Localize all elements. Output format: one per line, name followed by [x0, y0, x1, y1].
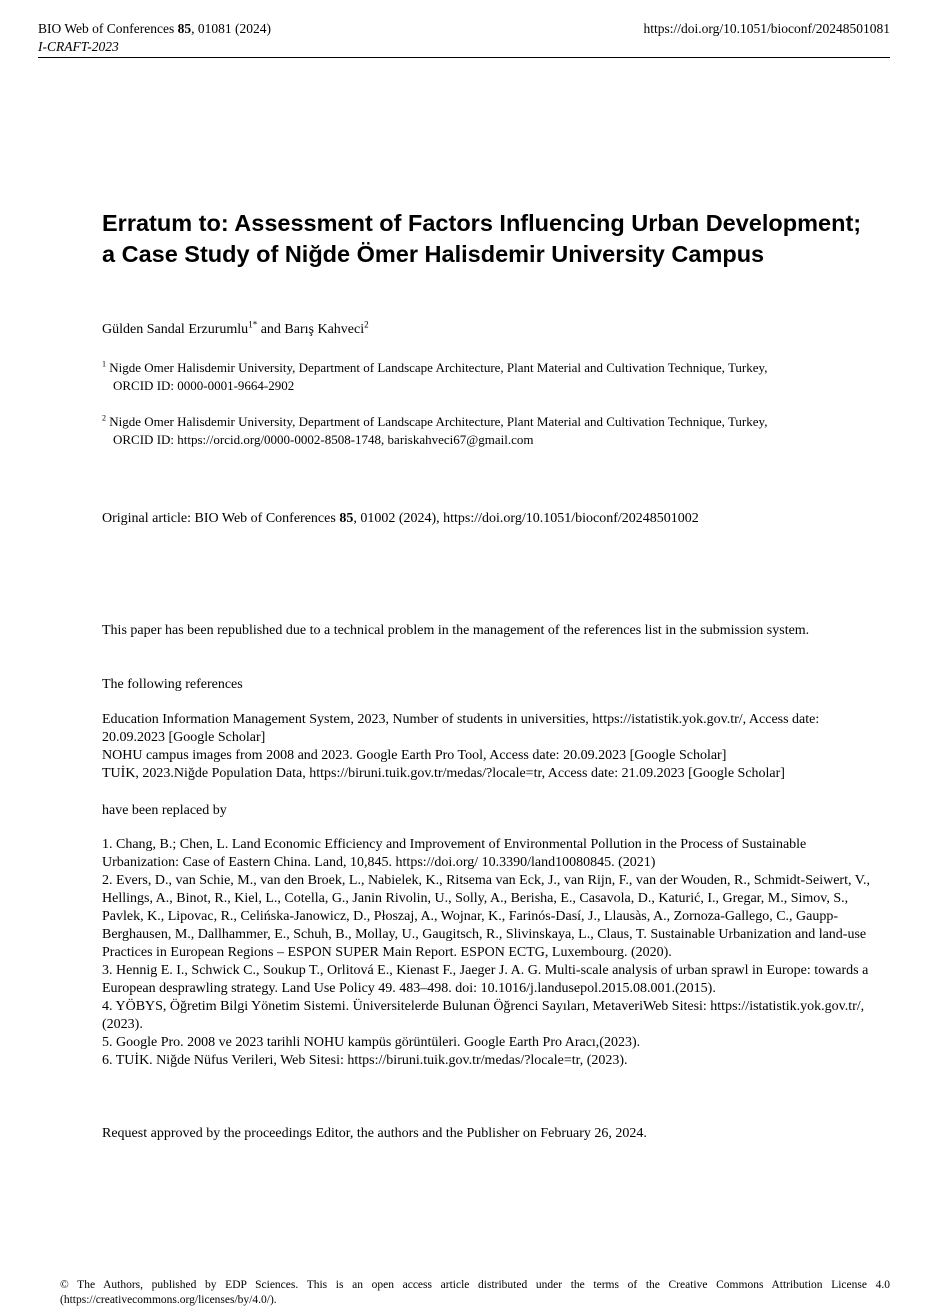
header-doi-link[interactable]: https://doi.org/10.1051/bioconf/20248501081 — [643, 21, 890, 36]
license-footer: © The Authors, published by EDP Sciences. This is an open access article distributed under the terms of the Creative Commons Attribution License 4.0 (https://creativecommons.org/licenses/by/4.0/). — [60, 1279, 890, 1306]
affiliation-2-orcid: ORCID ID: https://orcid.org/0000-0002-8508-1748, bariskahveci67@gmail.com — [113, 432, 534, 447]
old-references-list — [102, 711, 877, 783]
author-2-mark: 2 — [364, 319, 369, 330]
header-divider — [38, 57, 890, 58]
affiliation-2-line1: Nigde Omer Halisdemir University, Department of Landscape Architecture, Plant Material and Cultivation Technique, Turkey, — [109, 414, 768, 429]
old-reference: NOHU campus images from 2008 and 2023. Google Earth Pro Tool, Access date: 20.09.2023 [Google Scholar] — [102, 748, 727, 763]
journal-volume: 85 — [177, 21, 192, 36]
original-article-note — [102, 509, 877, 529]
affiliation-2-mark: 2 — [102, 413, 106, 423]
original-article-prefix: Original article: BIO Web of Conferences — [102, 511, 340, 526]
affiliation-1-line1: Nigde Omer Halisdemir University, Department of Landscape Architecture, Plant Material and Cultivation Technique, Turkey, — [109, 360, 768, 375]
affiliation-1-orcid: ORCID ID: 0000-0001-9664-2902 — [113, 378, 295, 393]
journal-citation — [38, 20, 271, 38]
new-reference: 3. Hennig E. I., Schwick C., Soukup T., Orlitová E., Kienast F., Jaeger J. A. G. Multi-scale analysis of urban sprawl in Europe: towards a European desprawling strategy. Land Use Policy 49. 483–498. doi: 10.1016/j.landusepol.2015.08.001.(2015). — [102, 963, 869, 996]
author-1: Gülden Sandal Erzurumlu — [102, 322, 249, 337]
new-reference: 4. YÖBYS, Öğretim Bilgi Yönetim Sistemi. Üniversitelerde Bulunan Öğrenci Sayıları, MetaveriWeb Sitesi: https://istatistik.yok.gov.tr/, (2023). — [102, 999, 865, 1032]
original-article-volume: 85 — [339, 511, 354, 526]
journal-name: BIO Web of Conferences — [38, 21, 175, 36]
affiliation-2 — [102, 413, 842, 449]
new-reference: 6. TUİK. Niğde Nüfus Verileri, Web Sitesi: https://biruni.tuik.gov.tr/medas/?locale=tr, (2023). — [102, 1053, 628, 1068]
affiliation-1 — [102, 359, 842, 395]
following-references-label: The following references — [102, 677, 243, 692]
new-references-list — [102, 836, 877, 1070]
paper-title: Erratum to: Assessment of Factors Influencing Urban Development; a Case Study of Niğde Ömer Halisdemir University Campus — [102, 210, 862, 267]
approval-statement: Request approved by the proceedings Editor, the authors and the Publisher on February 26, 2024. — [102, 1126, 647, 1141]
conference-series: I-CRAFT-2023 — [38, 39, 119, 54]
author-joiner: and — [257, 322, 285, 337]
author-line — [102, 320, 877, 340]
republished-paragraph: This paper has been republished due to a technical problem in the management of the references list in the submission system. — [102, 623, 810, 638]
author-1-mark: 1* — [248, 319, 258, 330]
original-article-suffix: , 01002 (2024), https://doi.org/10.1051/bioconf/20248501002 — [353, 511, 699, 526]
new-reference: 1. Chang, B.; Chen, L. Land Economic Efficiency and Improvement of Environmental Pollution in the Process of Sustainable Urbanization: Case of Eastern China. Land, 10,845. https://doi.org/ 10.3390/land10080845. (2021) — [102, 837, 807, 870]
running-header-left — [38, 20, 271, 56]
author-2: Barış Kahveci — [284, 322, 365, 337]
new-reference: 5. Google Pro. 2008 ve 2023 tarihli NOHU kampüs görüntüleri. Google Earth Pro Aracı,(2023). — [102, 1035, 641, 1050]
affiliation-1-mark: 1 — [102, 359, 106, 369]
old-reference: TUİK, 2023.Niğde Population Data, https://biruni.tuik.gov.tr/medas/?locale=tr, Access date: 21.09.2023 [Google Scholar] — [102, 766, 785, 781]
replaced-by-label: have been replaced by — [102, 803, 227, 818]
new-reference: 2. Evers, D., van Schie, M., van den Broek, L., Nabielek, K., Ritsema van Eck, J., van Rijn, F., van der Wouden, R., Schmidt-Seiwert, V., Hellings, A., Binot, R., Kiel, L., Cotella, G., Janin Rivolin, U., Solly, A., Berisha, E., Casavola, D., Katurić, I., Gregar, M., Simov, S., Pavlek, K., Lipovac, R., Celińska-Janowicz, D., Płoszaj, A., Wojnar, K., Farinós-Dasí, J., Llausàs, A., Zornoza-Gallego, C., Gaupp-Berghausen, M., Dallhammer, E., Schuh, B., Mollay, U., Gaugitsch, R., Slivinskaya, L., Claus, T. Sustainable Urbanization and land-use Practices in European Regions – ESPON SUPER Main Report. ESPON ECTG, Luxembourg. (2020). — [102, 873, 871, 960]
old-reference: Education Information Management System, 2023, Number of students in universities, https://istatistik.yok.gov.tr/, Access date: 20.09.2023 [Google Scholar] — [102, 712, 820, 745]
article-info: , 01081 (2024) — [191, 21, 271, 36]
